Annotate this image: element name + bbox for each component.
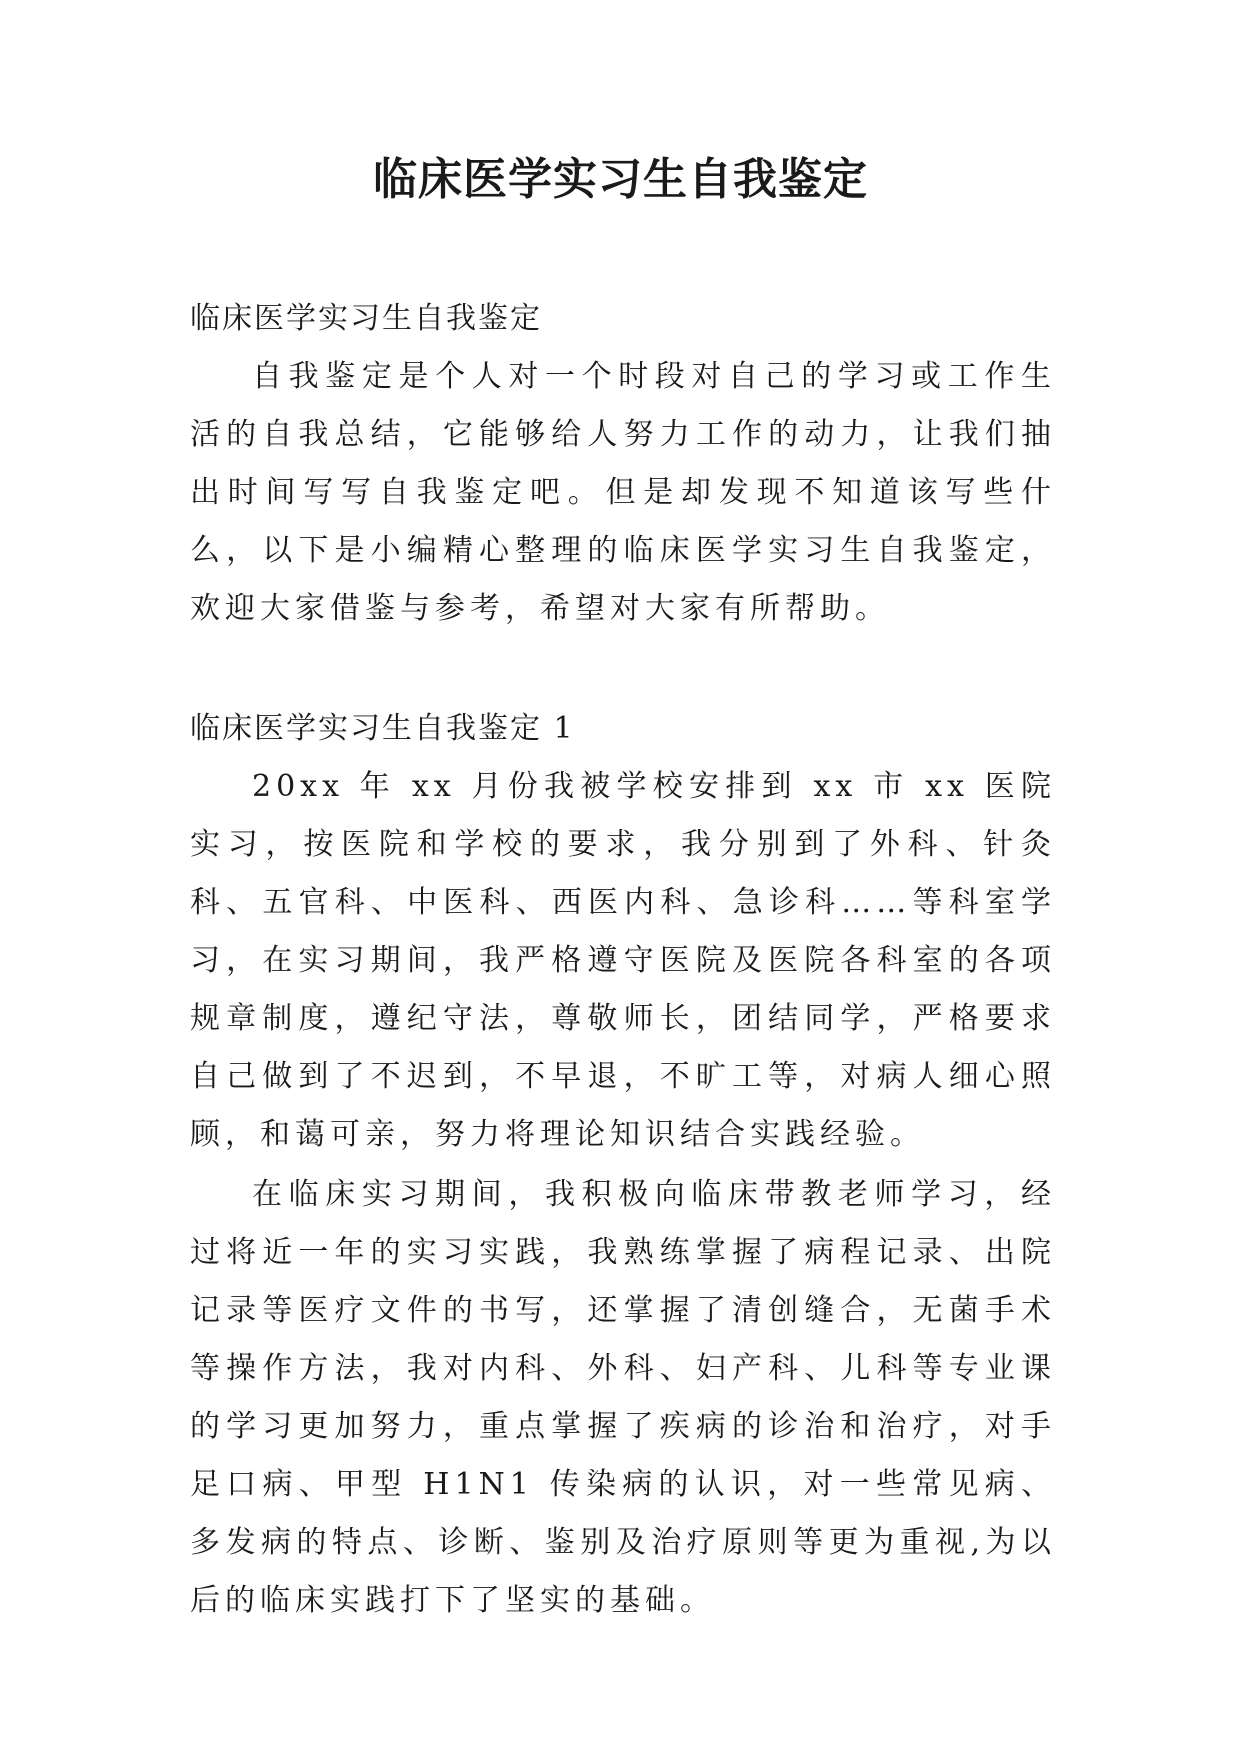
intro-heading: 临床医学实习生自我鉴定 xyxy=(190,301,542,336)
intro-paragraph: 自我鉴定是个人对一个时段对自己的学习或工作生活的自我总结，它能够给人努力工作的动力，让我们抽出时间写写自我鉴定吧。但是却发现不知道该写些什么，以下是小编精心整理的临床医学实习生自我鉴定，欢迎大家借鉴与参考，希望对大家有所帮助。 xyxy=(190,359,1056,626)
section-1-paragraph-2: 在临床实习期间，我积极向临床带教老师学习，经过将近一年的实习实践，我熟练掌握了病程记录、出院记录等医疗文件的书写，还掌握了清创缝合，无菌手术等操作方法，我对内科、外科、妇产科、儿科等专业课的学习更加努力，重点掌握了疾病的诊治和治疗，对手足口病、甲型 H1N1 传染病的认识，对一些常见病、多发病的特点、诊断、鉴别及治疗原则等更为重视,为以后的临床实践打下了坚实的基础。 xyxy=(190,1177,1056,1618)
page-title: 临床医学实习生自我鉴定 xyxy=(373,154,868,205)
section-1-heading: 临床医学实习生自我鉴定 1 xyxy=(190,711,575,746)
section-1-paragraph-1: 20xx 年 xx 月份我被学校安排到 xx 市 xx 医院实习，按医院和学校的要求，我分别到了外科、针灸科、五官科、中医科、西医内科、急诊科……等科室学习，在实习期间，我严格遵守医院及医院各科室的各项规章制度，遵纪守法，尊敬师长，团结同学，严格要求自己做到了不迟到，不早退，不旷工等，对病人细心照顾，和蔼可亲，努力将理论知识结合实践经验。 xyxy=(190,769,1056,1152)
